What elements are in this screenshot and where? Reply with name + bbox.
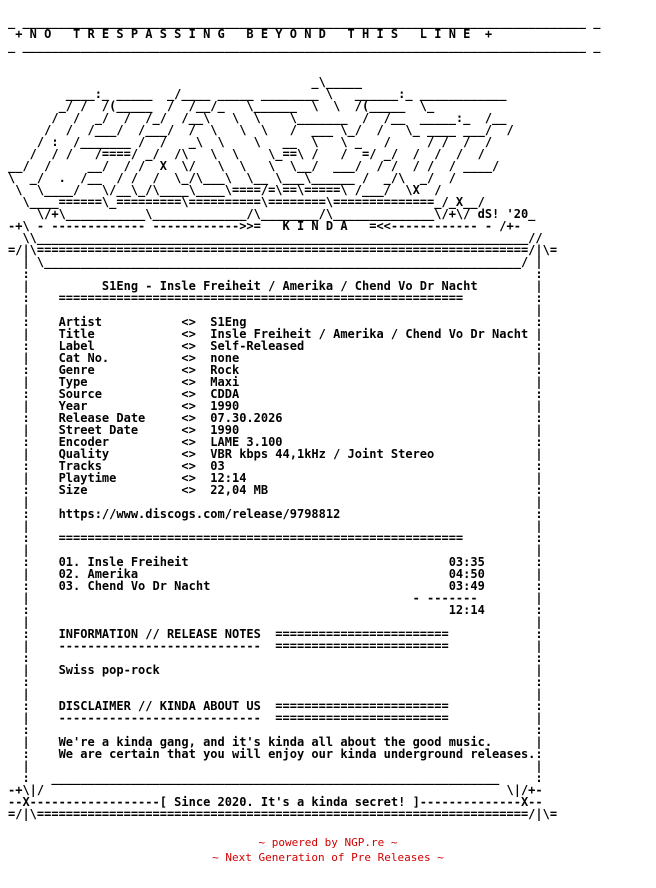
next-generation-line: ~ Next Generation of Pre Releases ~	[212, 851, 444, 864]
powered-by-line: ~ powered by NGP.re ~	[258, 836, 398, 849]
nfo-text-art: _ ______________________________________________________________________________ _ + N O T R E S P A S S I N G B E Y O N D T H I S L I N E + _ ______________________________________________________________________________ _ _\_____ ____:_ _____ _/____ _____ ________ \ ______:_ ____________ _/ / /(_____ / /__/_ \______ \ \ /(_____ \_ / / _/ / /_/ /__\ \ \ \_______ / /__ _____:_ /__ / / /___/ /___/ / \ \ \ / ___ \_/ / \_ ____ ___/ / / : /_______ / / _\ \ \ __ \ \ _ / / / / / / / / /====/ _/ /\ \ \ \_==\ / / =/ _/ / / / / __/ / __/ / / X \/ \ \ \ \__/ ___/ / / / / / ____/ \ _/ . /__ / / / \_/\___\ \__ \___\______ / _/\ _/ / \ \____/ \/__\_/\____\____\====/=\==\=====\ /___/ \X / \____======\_=========\==========\========\==============_/_X__/ \/+\___________\_____________/\________/\______________\/+\/ dS! '20_ -+\ - ------------- ------------>>= K I N D A =<<------------ - /+- \\____________________________________________________________________// =/|\====================================================================/|\= | \__________________________________________________________________/ | : : | S1Eng - Insle Freiheit / Amerika / Chend Vo Dr Nacht | : ======================================================== : | | : Artist <> S1Eng : | Title <> Insle Freiheit / Amerika / Chend Vo Dr Nacht | : Label <> Self-Released : | Cat No. <> none | : Genre <> Rock : | Type <> Maxi | : Source <> CDDA : | Year <> 1990 | : Release Date <> 07.30.2026 : | Street Date <> 1990 | : Encoder <> LAME 3.100 : | Quality <> VBR kbps 44,1kHz / Joint Stereo | : Tracks <> 03 : | Playtime <> 12:14 | : Size <> 22,04 MB : | | : https://www.discogs.com/release/9798812 : | | : ======================================================== : | | : 01. Insle Freiheit 03:35 : | 02. Amerika 04:50 | : 03. Chend Vo Dr Nacht 03:49 : | - ------- | : 12:14 : | | : INFORMATION // RELEASE NOTES ======================== : | ---------------------------- ======================== | : : | Swiss pop-rock | : : | | : DISCLAIMER // KINDA ABOUT US ======================== : | ---------------------------- ======================== | : : | We're a kinda gang, and it's kinda all about the good music. | : We are certain that you will enjoy our kinda underground releases.: | | : ______________________________________________________________ : -+\|/ \|/+- --X------------------[ Since 2020. It's a kinda secret! ]--------------X-- =/|\====================================================================/|\=	[8, 15, 601, 821]
